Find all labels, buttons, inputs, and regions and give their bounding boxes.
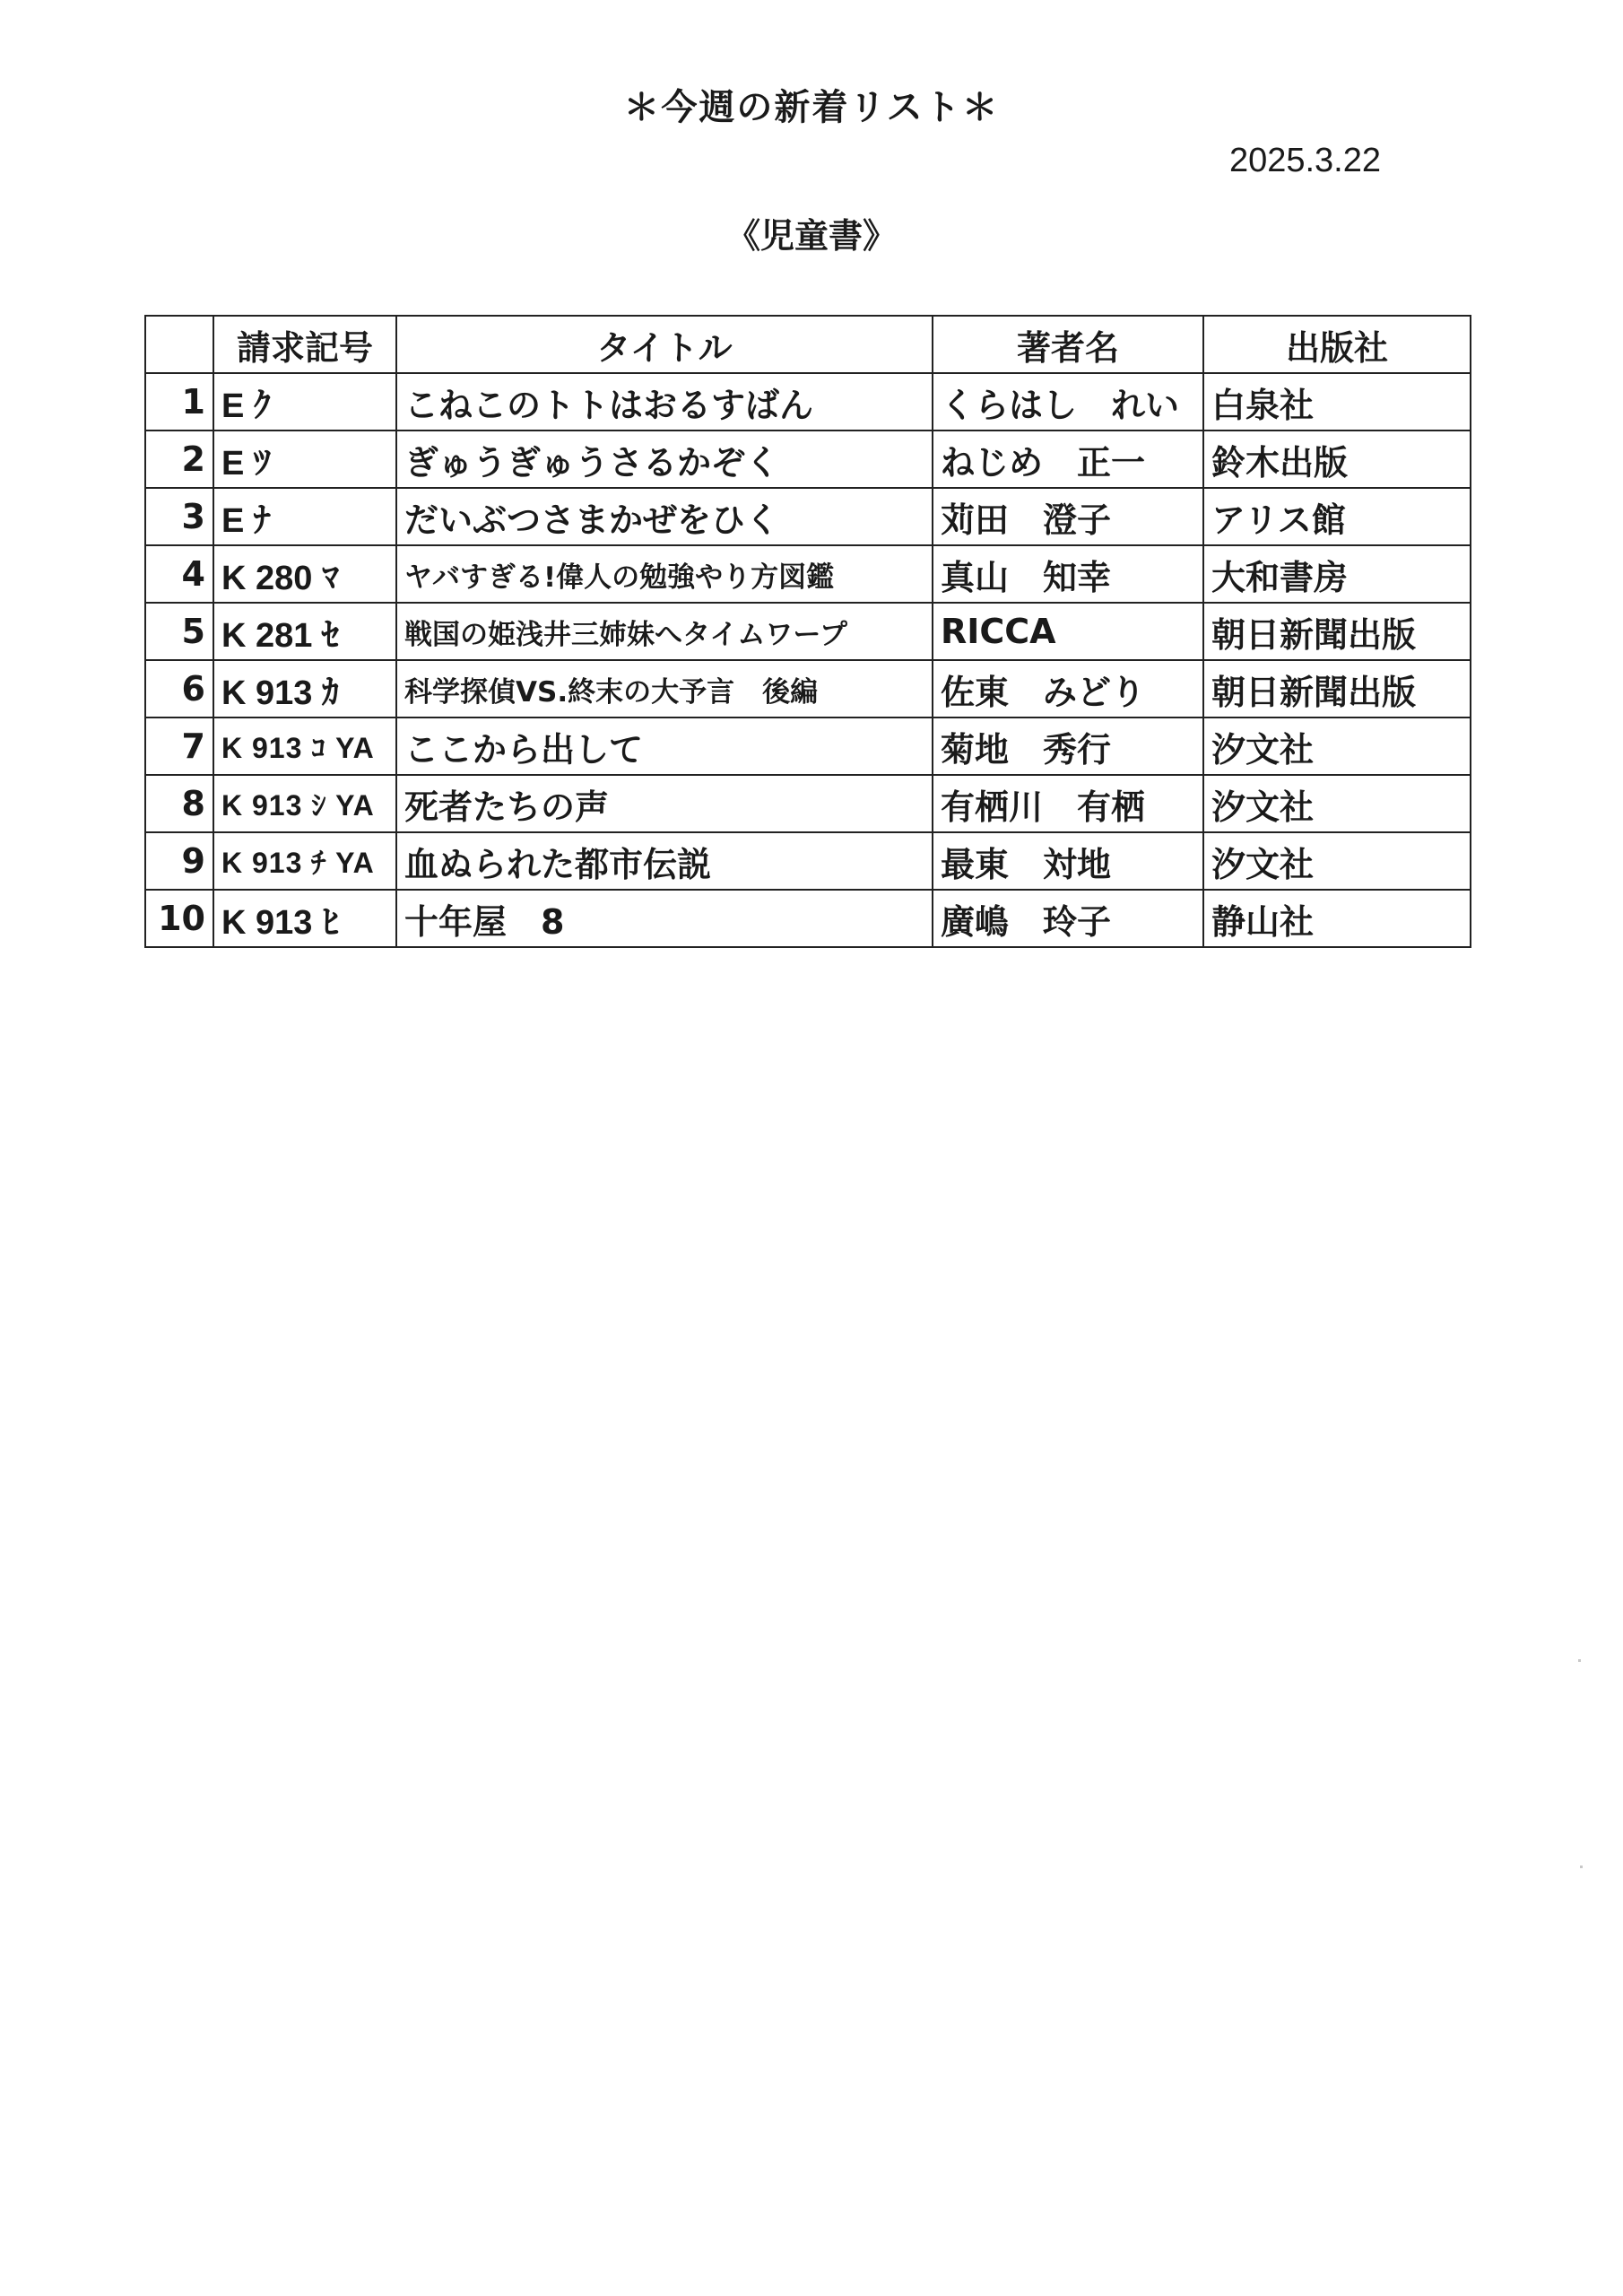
book-title: 血ぬられた都市伝説 (396, 832, 933, 890)
author-name: RICCA (933, 603, 1203, 660)
publisher-name: 汐文社 (1203, 775, 1471, 832)
column-header-call-number: 請求記号 (213, 316, 396, 373)
author-name: ねじめ 正一 (933, 430, 1203, 488)
column-header-title: タイトル (396, 316, 933, 373)
call-number: K 913 ｺ YA (213, 718, 396, 775)
table-row (145, 603, 1471, 660)
publisher-name: 汐文社 (1203, 832, 1471, 890)
publisher-name: 汐文社 (1203, 718, 1471, 775)
author-name: 苅田 澄子 (933, 488, 1203, 545)
table-row (145, 718, 1471, 775)
publisher-name: 朝日新聞出版 (1203, 660, 1471, 718)
scan-speck (1580, 1866, 1583, 1868)
section-heading: 《児童書》 (725, 216, 897, 256)
column-header-number (145, 316, 213, 373)
publisher-name: 白泉社 (1203, 373, 1471, 430)
call-number: K 913 ﾋ (213, 890, 396, 947)
book-title: 戦国の姫浅井三姉妹へタイムワープ (396, 603, 933, 660)
publisher-name: アリス館 (1203, 488, 1471, 545)
table-row (145, 660, 1471, 718)
page-title: ＊今週の新着リスト＊ (623, 87, 1000, 128)
table-row (145, 373, 1471, 430)
call-number: E ﾂ (213, 430, 396, 488)
call-number: E ﾅ (213, 488, 396, 545)
call-number: K 913 ｶ (213, 660, 396, 718)
book-title: ここから出して (396, 718, 933, 775)
row-number: 10 (145, 890, 213, 947)
call-number: K 913 ﾁ YA (213, 832, 396, 890)
book-title: だいぶつさまかぜをひく (396, 488, 933, 545)
table-row (145, 488, 1471, 545)
publisher-name: 静山社 (1203, 890, 1471, 947)
issue-date: 2025.3.22 (1228, 142, 1381, 179)
author-name: 菊地 秀行 (933, 718, 1203, 775)
author-name: 真山 知幸 (933, 545, 1203, 603)
scan-speck (1578, 1659, 1581, 1662)
table-row (145, 430, 1471, 488)
publisher-name: 鈴木出版 (1203, 430, 1471, 488)
book-title: 十年屋 8 (396, 890, 933, 947)
new-arrivals-table (144, 315, 1471, 948)
book-title: ぎゅうぎゅうさるかぞく (396, 430, 933, 488)
book-title: ヤバすぎる!偉人の勉強やり方図鑑 (396, 545, 933, 603)
table-row (145, 545, 1471, 603)
row-number: 3 (145, 488, 213, 545)
column-header-publisher: 出版社 (1203, 316, 1471, 373)
row-number: 2 (145, 430, 213, 488)
publisher-name: 大和書房 (1203, 545, 1471, 603)
author-name: 佐東 みどり (933, 660, 1203, 718)
author-name: くらはし れい (933, 373, 1203, 430)
call-number: K 281 ｾ (213, 603, 396, 660)
author-name: 最東 対地 (933, 832, 1203, 890)
row-number: 6 (145, 660, 213, 718)
author-name: 有栖川 有栖 (933, 775, 1203, 832)
row-number: 9 (145, 832, 213, 890)
row-number: 4 (145, 545, 213, 603)
call-number: E ｸ (213, 373, 396, 430)
table-row (145, 832, 1471, 890)
book-title: こねこのトトはおるすばん (396, 373, 933, 430)
table-row (145, 890, 1471, 947)
table-header-row (145, 316, 1471, 373)
row-number: 7 (145, 718, 213, 775)
row-number: 8 (145, 775, 213, 832)
row-number: 1 (145, 373, 213, 430)
column-header-author: 著者名 (933, 316, 1203, 373)
call-number: K 913 ｼ YA (213, 775, 396, 832)
table-row (145, 775, 1471, 832)
author-name: 廣嶋 玲子 (933, 890, 1203, 947)
call-number: K 280 ﾏ (213, 545, 396, 603)
row-number: 5 (145, 603, 213, 660)
book-title: 科学探偵VS.終末の大予言 後編 (396, 660, 933, 718)
book-title: 死者たちの声 (396, 775, 933, 832)
publisher-name: 朝日新聞出版 (1203, 603, 1471, 660)
